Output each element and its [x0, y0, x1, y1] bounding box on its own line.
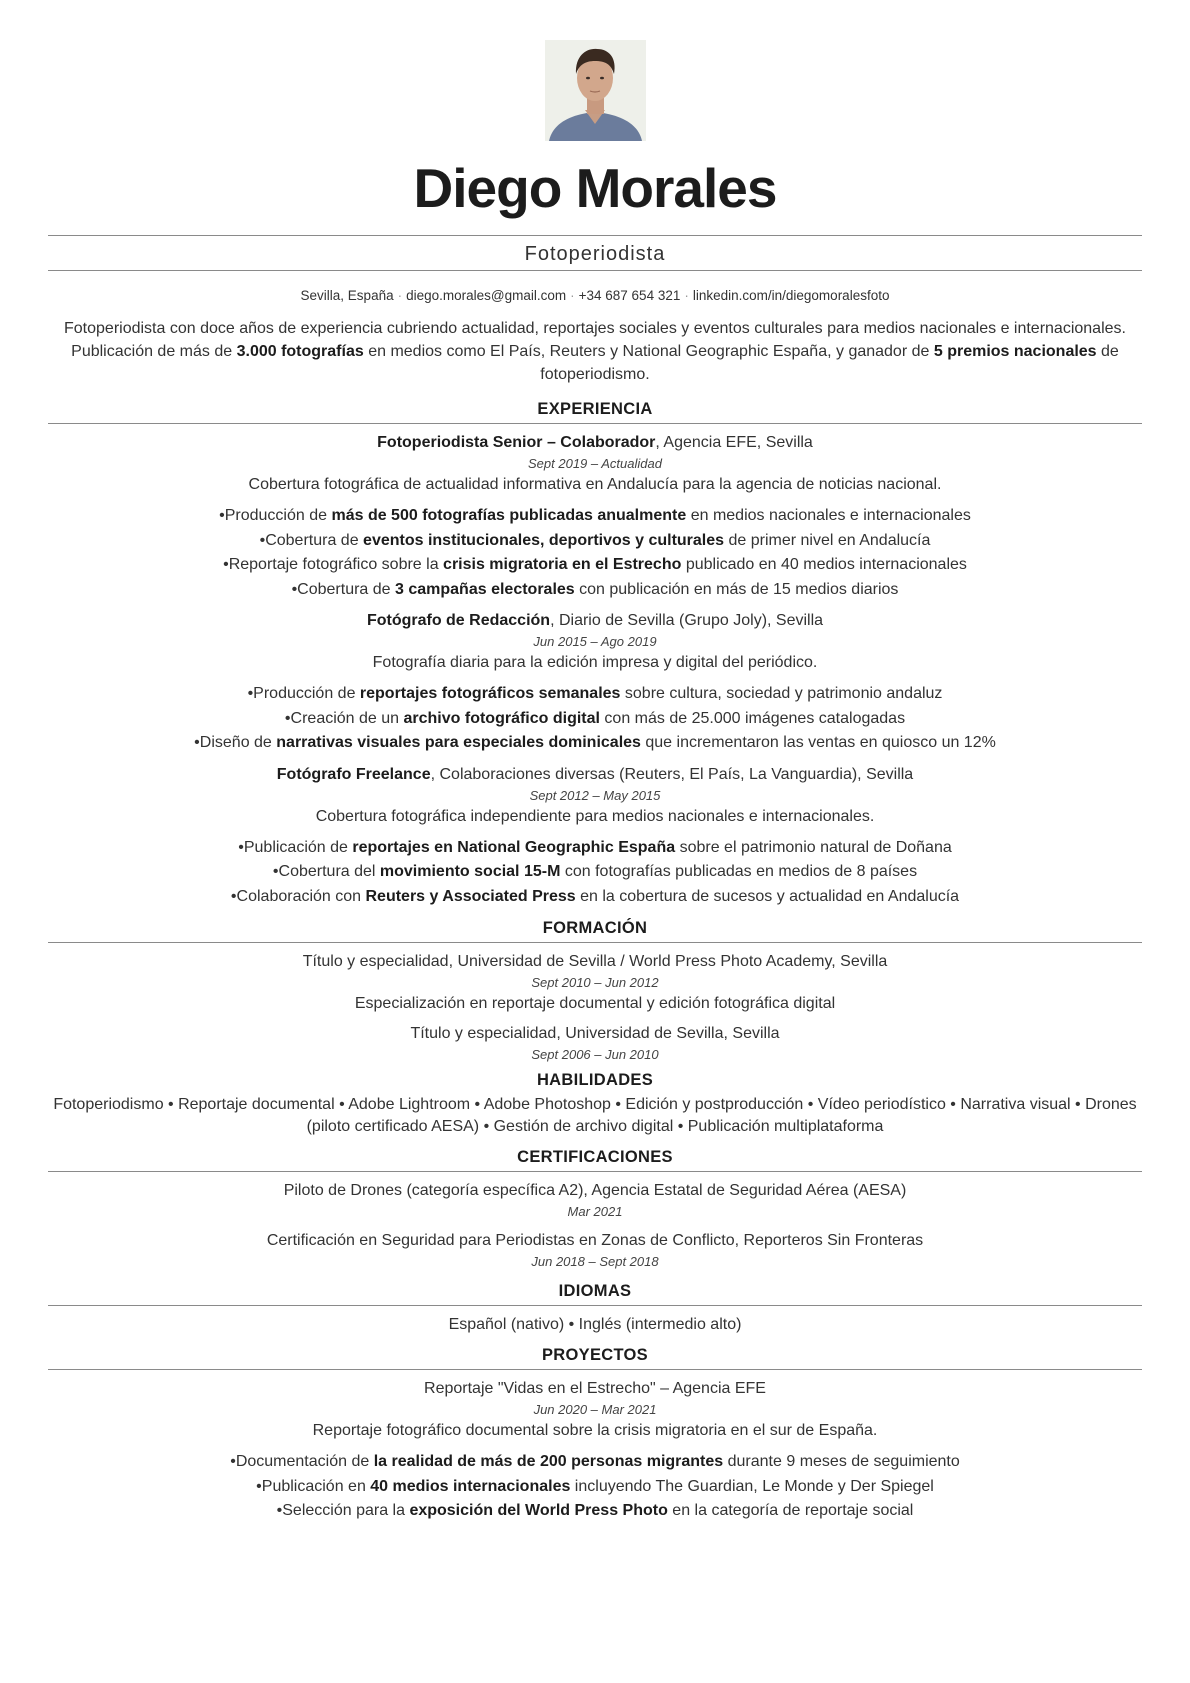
bullet-item: • Producción de reportajes fotográficos semanales sobre cultura, sociedad y patrimonio andaluz	[48, 682, 1142, 707]
entry-role: Fotógrafo de Redacción	[366, 612, 551, 629]
entry-heading	[48, 432, 1142, 454]
separator: ·	[397, 288, 403, 303]
bullet-item: • Colaboración con Reuters y Associated Press en la cobertura de sucesos y actualidad en Andalucía	[48, 885, 1142, 910]
separator: ·	[570, 288, 575, 303]
bullet-item: • Documentación de la realidad de más de 200 personas migrantes durante 9 meses de seguimiento	[48, 1450, 1142, 1475]
section-title-certifications: CERTIFICACIONES	[48, 1148, 1142, 1172]
entry-heading: Certificación en Seguridad para Periodistas en Zonas de Conflicto, Reporteros Sin Fronteras	[266, 1232, 924, 1249]
bullet-list	[48, 504, 1142, 602]
entry-dates: Jun 2018 – Sept 2018	[531, 1254, 659, 1269]
experience-entry	[48, 764, 1142, 910]
certification-entry	[48, 1180, 1142, 1222]
entry-role: Fotógrafo Freelance	[276, 765, 431, 783]
bullet-item: • Diseño de narrativas visuales para especiales dominicales que incrementaron las ventas en quiosco un 12%	[48, 731, 1142, 756]
entry-heading: Título y especialidad, Universidad de Sevilla / World Press Photo Academy, Sevilla	[302, 953, 888, 970]
entry-description: Especialización en reportaje documental y edición fotográfica digital	[354, 995, 836, 1012]
entry-org: , Colaboraciones diversas (Reuters, El País, La Vanguardia), Sevilla	[430, 765, 914, 783]
bullet-list	[48, 682, 1142, 756]
entry-description: Cobertura fotográfica independiente para medios nacionales e internacionales.	[315, 807, 875, 825]
summary	[48, 317, 1142, 386]
contact-line	[48, 288, 1142, 303]
bullet-item: • Cobertura de 3 campañas electorales con publicación en más de 15 medios diarios	[48, 578, 1142, 603]
bullet-item: • Publicación en 40 medios internacionales incluyendo The Guardian, Le Monde y Der Spiegel	[48, 1475, 1142, 1500]
entry-dates: Mar 2021	[567, 1204, 623, 1219]
entry-org: , Agencia EFE, Sevilla	[655, 434, 813, 451]
bullet-list	[48, 1450, 1142, 1524]
entry-dates: Jun 2015 – Ago 2019	[533, 634, 657, 649]
skills-list: Fotoperiodismo • Reportaje documental • Adobe Lightroom • Adobe Photoshop • Edición y postproducción • Vídeo periodístico • Narrativa visual • Drones (piloto certificado AESA) • Gestión de archivo digital • Publicación multiplataforma	[53, 1096, 1137, 1135]
entry-heading: Piloto de Drones (categoría específica A2), Agencia Estatal de Seguridad Aérea (AESA)	[283, 1182, 907, 1199]
entry-description: Fotografía diaria para la edición impresa y digital del periódico.	[372, 654, 818, 671]
profile-photo	[545, 40, 646, 141]
entry-role: Fotoperiodista Senior – Colaborador	[377, 434, 656, 451]
entry-dates: Jun 2020 – Mar 2021	[533, 1402, 657, 1417]
entry-dates: Sept 2012 – May 2015	[529, 787, 661, 803]
bullet-item: • Publicación de reportajes en National Geographic España sobre el patrimonio natural de Doñana	[48, 836, 1142, 861]
candidate-name: Diego Morales	[413, 157, 777, 219]
entry-heading	[48, 764, 1142, 786]
section-title-education: FORMACIÓN	[48, 919, 1142, 943]
summary-highlight: 3.000 fotografías	[236, 343, 364, 360]
summary-text: Fotoperiodista con doce años de experiencia cubriendo actualidad, reportajes sociales y eventos culturales para medios nacionales e internacionales. Publicación de más de	[64, 320, 1126, 360]
entry-description: Reportaje fotográfico documental sobre la crisis migratoria en el sur de España.	[312, 1422, 878, 1439]
contact-linkedin[interactable]: linkedin.com/in/diegomoralesfoto	[692, 288, 890, 303]
project-entry	[48, 1378, 1142, 1524]
section-title-languages: IDIOMAS	[48, 1282, 1142, 1306]
entry-dates: Sept 2019 – Actualidad	[528, 456, 662, 471]
entry-heading	[48, 610, 1142, 632]
separator: ·	[684, 288, 689, 303]
bullet-list	[48, 836, 1142, 910]
bullet-item: • Selección para la exposición del World Press Photo en la categoría de reportaje social	[48, 1499, 1142, 1524]
entry-dates: Sept 2006 – Jun 2010	[531, 1047, 659, 1062]
summary-highlight: 5 premios nacionales	[933, 343, 1097, 360]
contact-location: Sevilla, España	[300, 288, 394, 303]
summary-text: de fotoperiodismo.	[540, 343, 1119, 383]
bullet-item: • Cobertura de eventos institucionales, deportivos y culturales de primer nivel en Andalucía	[48, 529, 1142, 554]
bullet-item: • Creación de un archivo fotográfico digital con más de 25.000 imágenes catalogadas	[48, 707, 1142, 732]
entry-description: Cobertura fotográfica de actualidad informativa en Andalucía para la agencia de noticias nacional.	[248, 476, 942, 493]
section-title-experience: EXPERIENCIA	[48, 400, 1142, 424]
certification-entry	[48, 1230, 1142, 1272]
bullet-item: • Cobertura del movimiento social 15-M con fotografías publicadas en medios de 8 países	[48, 860, 1142, 885]
experience-entry	[48, 610, 1142, 756]
contact-phone[interactable]: +34 687 654 321	[578, 288, 681, 303]
entry-org: , Diario de Sevilla (Grupo Joly), Sevilla	[550, 612, 824, 629]
experience-entry	[48, 432, 1142, 602]
entry-dates: Sept 2010 – Jun 2012	[531, 975, 659, 990]
job-title: Fotoperiodista	[524, 243, 666, 265]
bullet-item: • Producción de más de 500 fotografías publicadas anualmente en medios nacionales e internacionales	[48, 504, 1142, 529]
summary-text: en medios como El País, Reuters y National Geographic España, y ganador de	[363, 343, 934, 360]
section-title-projects: PROYECTOS	[48, 1346, 1142, 1370]
divider	[48, 270, 1142, 271]
avatar-portrait	[545, 40, 646, 141]
bullet-item: • Reportaje fotográfico sobre la crisis migratoria en el Estrecho publicado en 40 medios internacionales	[48, 553, 1142, 578]
contact-email[interactable]: diego.morales@gmail.com	[406, 288, 567, 303]
education-entry	[48, 1023, 1142, 1065]
section-title-skills: HABILIDADES	[536, 1071, 654, 1089]
education-entry	[48, 951, 1142, 1015]
photo-container	[48, 0, 1142, 141]
entry-heading: Título y especialidad, Universidad de Sevilla, Sevilla	[410, 1025, 780, 1042]
languages-list: Español (nativo) • Inglés (intermedio alto)	[448, 1316, 742, 1333]
entry-heading: Reportaje "Vidas en el Estrecho" – Agencia EFE	[424, 1380, 766, 1397]
